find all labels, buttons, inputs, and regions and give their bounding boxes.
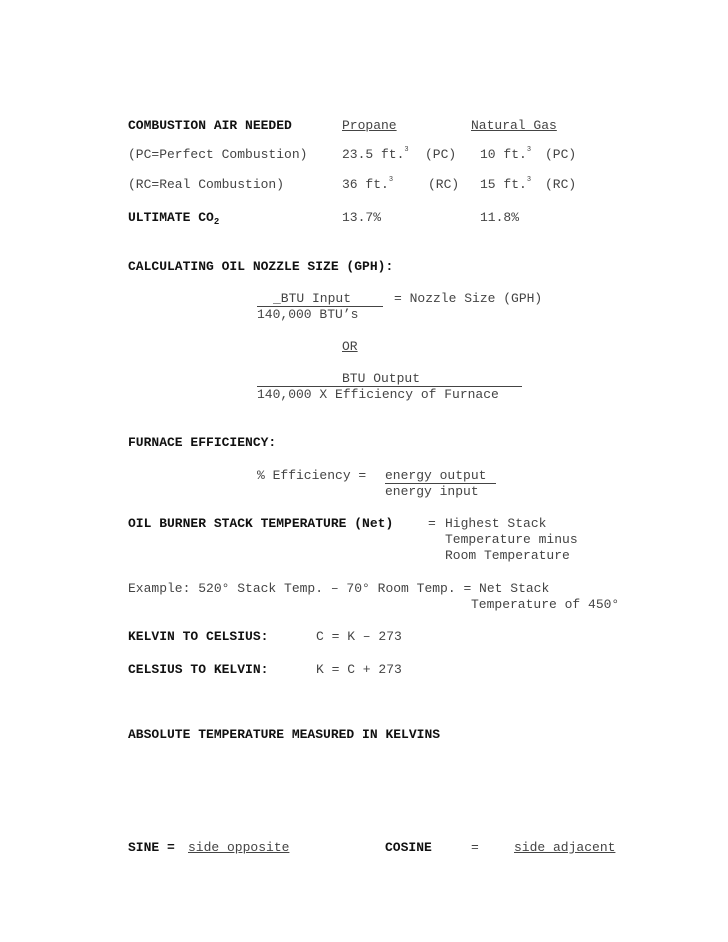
nozzle-formula-1-numerator: _BTU Input xyxy=(273,291,352,306)
propane-column-header: Propane xyxy=(342,118,397,133)
stack-temperature-heading: OIL BURNER STACK TEMPERATURE (Net) xyxy=(128,516,394,531)
stack-line-3: Room Temperature xyxy=(445,548,570,563)
rc-natural-gas-tag: (RC) xyxy=(545,177,577,192)
nozzle-formula-2-numerator: BTU Output xyxy=(342,371,421,386)
nozzle-formula-1-denominator: 140,000 BTU’s xyxy=(257,307,359,322)
rc-row-label: (RC=Real Combustion) xyxy=(128,177,285,192)
natural-gas-column-header: Natural Gas xyxy=(471,118,557,133)
rc-propane-value: 36 ft.$^3$ xyxy=(342,176,394,192)
or-separator: OR xyxy=(342,339,358,354)
absolute-temperature-heading: ABSOLUTE TEMPERATURE MEASURED IN KELVINS xyxy=(128,727,441,742)
stack-line-1: Highest Stack xyxy=(445,516,547,531)
pc-propane-value: 23.5 ft.$^3$ xyxy=(342,146,409,162)
cosine-value: side adjacent xyxy=(514,840,616,855)
sine-label: SINE = xyxy=(128,840,175,855)
celsius-to-kelvin-label: CELSIUS TO KELVIN: xyxy=(128,662,269,677)
pc-row-label: (PC=Perfect Combustion) xyxy=(128,147,308,162)
pc-natural-gas-value: 10 ft.$^3$ xyxy=(480,146,532,162)
stack-line-2: Temperature minus xyxy=(445,532,578,547)
cosine-equals: = xyxy=(471,840,479,855)
nozzle-formula-2-denominator: 140,000 X Efficiency of Furnace xyxy=(257,387,499,402)
efficiency-numerator: energy output xyxy=(385,468,487,483)
kelvin-to-celsius-formula: C = K – 273 xyxy=(316,629,402,644)
efficiency-heading: FURNACE EFFICIENCY: xyxy=(128,435,277,450)
efficiency-denominator: energy input xyxy=(385,484,479,499)
combustion-heading: COMBUSTION AIR NEEDED xyxy=(128,118,292,133)
pc-natural-gas-tag: (PC) xyxy=(545,147,577,162)
cosine-label: COSINE xyxy=(385,840,432,855)
pc-propane-tag: (PC) xyxy=(425,147,457,162)
efficiency-lhs: % Efficiency = xyxy=(257,468,367,483)
rc-natural-gas-value: 15 ft.$^3$ xyxy=(480,176,532,192)
stack-example-line-2: Temperature of 450° xyxy=(471,597,620,612)
stack-example-line-1: Example: 520° Stack Temp. – 70° Room Temp. = Net Stack xyxy=(128,581,550,596)
sine-value: side opposite xyxy=(188,840,290,855)
nozzle-heading: CALCULATING OIL NOZZLE SIZE (GPH): xyxy=(128,259,394,274)
kelvin-to-celsius-label: KELVIN TO CELSIUS: xyxy=(128,629,269,644)
nozzle-formula-1-result: = Nozzle Size (GPH) xyxy=(394,291,543,306)
stack-equals: = xyxy=(428,516,436,531)
co2-propane-value: 13.7% xyxy=(342,210,382,225)
co2-natural-gas-value: 11.8% xyxy=(480,210,520,225)
rc-propane-tag: (RC) xyxy=(428,177,460,192)
ultimate-co2-label: ULTIMATE $CO_2$ xyxy=(128,210,220,227)
celsius-to-kelvin-formula: K = C + 273 xyxy=(316,662,402,677)
